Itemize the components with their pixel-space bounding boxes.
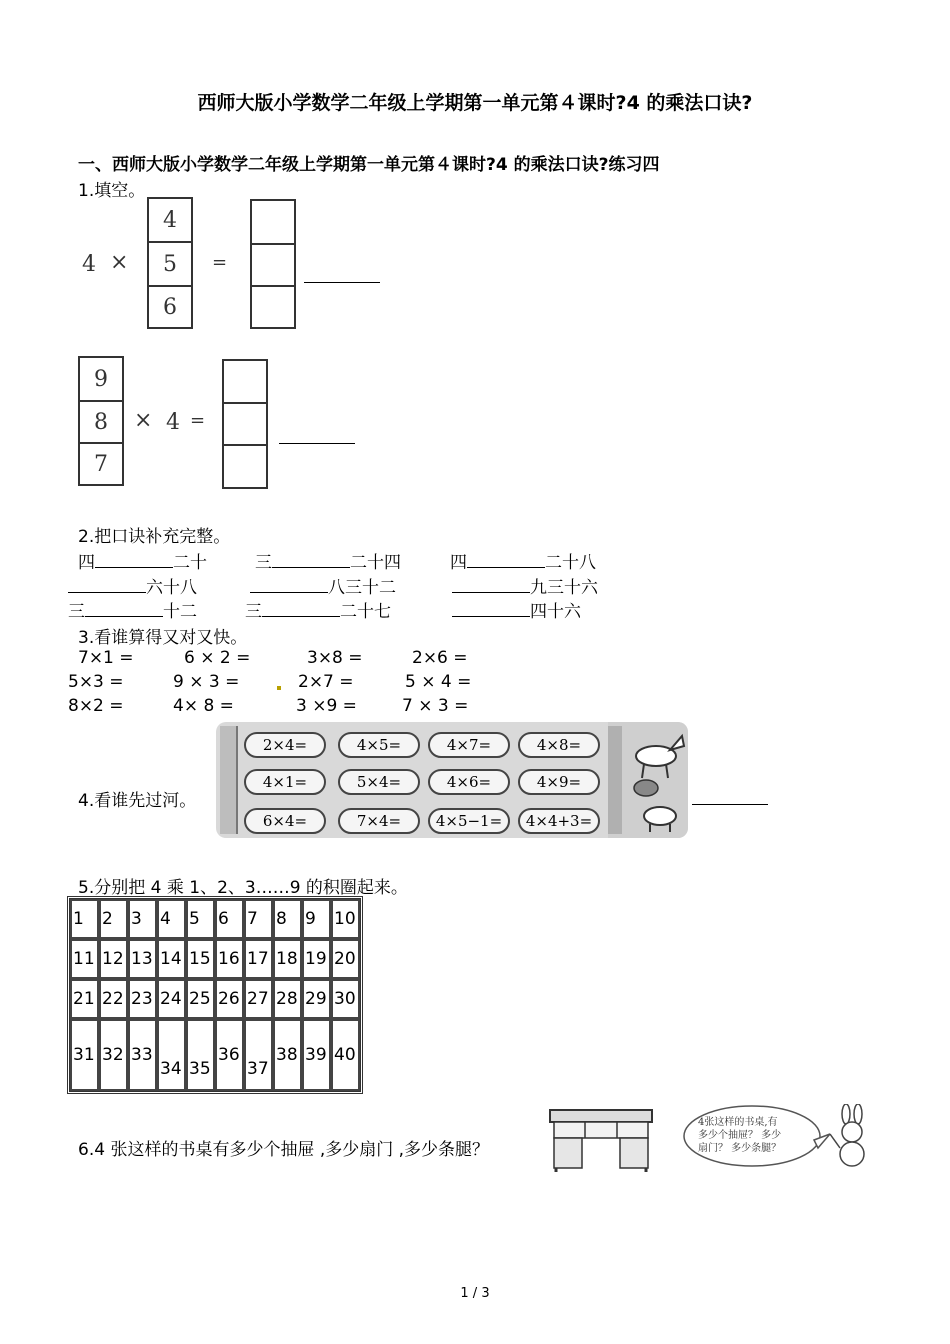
rhyme-item[interactable]: 四 二十八 [450,553,596,573]
calc-item: 9 × 3 = [173,672,240,692]
number-grid [67,896,363,1094]
eq1-column-cell: 4 [147,197,193,243]
river-stone[interactable]: 6×4= [244,808,326,834]
calc-item: 7×1 = [78,648,134,668]
rhyme-item[interactable]: 三 十二 [68,602,197,622]
grid-cell[interactable]: 32 [99,1019,128,1091]
grid-cell[interactable]: 35 [186,1019,215,1091]
grid-cell[interactable]: 23 [128,979,157,1019]
calc-item: 6 × 2 = [184,648,251,668]
eq1-multiplier: 4 [82,252,96,277]
calc-item: 2×6 = [412,648,468,668]
eq2-answer-box[interactable] [222,359,268,404]
river-stone[interactable]: 4×9= [518,769,600,795]
grid-cell[interactable]: 8 [273,899,302,939]
eq1-answer-box[interactable] [250,285,296,329]
eq2-answer-box[interactable] [222,444,268,489]
grid-cell[interactable]: 22 [99,979,128,1019]
grid-cell[interactable]: 26 [215,979,244,1019]
grid-cell[interactable]: 2 [99,899,128,939]
grid-cell[interactable]: 3 [128,899,157,939]
grid-cell[interactable]: 20 [331,939,360,979]
grid-cell[interactable]: 5 [186,899,215,939]
grid-cell[interactable]: 13 [128,939,157,979]
rhyme-item[interactable]: 三 二十四 [255,553,401,573]
grid-cell[interactable]: 19 [302,939,331,979]
eq1-times-sign: × [110,250,129,275]
river-stone[interactable]: 4×4+3= [518,808,600,834]
grid-cell[interactable]: 25 [186,979,215,1019]
rabbit-icon [828,1104,880,1168]
river-stone[interactable]: 2×4= [244,732,326,758]
grid-cell[interactable]: 18 [273,939,302,979]
grid-cell[interactable]: 28 [273,979,302,1019]
calc-item: 5 × 4 = [405,672,472,692]
q3-label: 3.看谁算得又对又快。 [78,628,248,648]
river-stone[interactable]: 5×4= [338,769,420,795]
section-heading: 一、西师大版小学数学二年级上学期第一单元第４课时?4 的乘法口诀?练习四 [78,155,660,175]
grid-cell[interactable]: 31 [70,1019,99,1091]
bubble-line: 4张这样的书桌,有 [698,1117,778,1128]
grid-cell[interactable]: 38 [273,1019,302,1091]
grid-cell[interactable]: 37 [244,1019,273,1091]
eq1-answer-box[interactable] [250,199,296,245]
river-stone[interactable]: 4×6= [428,769,510,795]
tree-trunk [220,726,238,834]
eq2-equals-sign: = [190,410,206,431]
rhyme-item[interactable]: 四 二十 [78,553,207,573]
eq2-answer-line[interactable] [279,443,355,444]
grid-cell[interactable]: 1 [70,899,99,939]
river-stone[interactable]: 4×5−1= [428,808,510,834]
grid-cell[interactable]: 30 [331,979,360,1019]
grid-cell[interactable]: 36 [215,1019,244,1091]
rhyme-item[interactable]: 八三十二 [250,573,396,598]
grid-cell[interactable]: 15 [186,939,215,979]
grid-cell[interactable]: 4 [157,899,186,939]
grid-cell[interactable]: 6 [215,899,244,939]
eq1-answer-line[interactable] [304,282,380,283]
grid-cell[interactable]: 17 [244,939,273,979]
grid-cell[interactable]: 27 [244,979,273,1019]
q6-label: 6.4 张这样的书桌有多少个抽屉 ,多少扇门 ,多少条腿？ [78,1140,490,1160]
bubble-line: 多少个抽屉？ 多少 [698,1130,782,1141]
eq2-answer-box[interactable] [222,402,268,446]
speech-bubble-text [698,1116,781,1155]
grid-cell[interactable]: 16 [215,939,244,979]
rhyme-item[interactable]: 四十六 [452,597,581,622]
grid-cell[interactable]: 34 [157,1019,186,1091]
calc-item: 7 × 3 = [402,696,469,716]
q5-label: 5.分别把 4 乘 1、2、3……9 的积圈起来。 [78,878,408,898]
calc-item: 8×2 = [68,696,124,716]
calc-item: 3 ×9 = [296,696,357,716]
calc-item: 5×3 = [68,672,124,692]
rhyme-item[interactable]: 六十八 [68,573,197,598]
river-stone[interactable]: 7×4= [338,808,420,834]
grid-cell[interactable]: 9 [302,899,331,939]
rhyme-item[interactable]: 九三十六 [452,573,598,598]
grid-cell[interactable]: 12 [99,939,128,979]
eq1-column-cell: 5 [147,241,193,287]
q2-label: 2.把口诀补充完整。 [78,527,231,547]
desk-icon [548,1106,654,1174]
q1-label: 1.填空。 [78,181,146,201]
eq1-equals-sign: = [212,252,228,273]
grid-cell[interactable]: 7 [244,899,273,939]
river-stone[interactable]: 4×5= [338,732,420,758]
grid-cell[interactable]: 40 [331,1019,360,1091]
grid-cell[interactable]: 11 [70,939,99,979]
grid-cell[interactable]: 29 [302,979,331,1019]
bubble-line: 扇门？ 多少条腿？ [698,1143,782,1154]
eq2-multiplier: 4 [166,410,180,435]
page-number: 1 / 3 [460,1286,490,1301]
q4-answer-line[interactable] [692,804,768,805]
calc-item: 2×7 = [298,672,354,692]
page-title: 西师大版小学数学二年级上学期第一单元第４课时?4 的乘法口诀? [197,92,753,114]
eq1-column-cell: 6 [147,285,193,329]
river-illustration [216,722,688,838]
eq2-column-cell: 9 [78,356,124,402]
river-stone[interactable]: 4×1= [244,769,326,795]
eq1-answer-box[interactable] [250,243,296,287]
grid-cell[interactable]: 14 [157,939,186,979]
q4-label: 4.看谁先过河。 [78,791,197,811]
eq2-column-cell: 7 [78,442,124,486]
grid-cell[interactable]: 33 [128,1019,157,1091]
river-stone[interactable]: 4×7= [428,732,510,758]
stray-dot [277,686,281,690]
grid-cell[interactable]: 10 [331,899,360,939]
animals-icon [620,728,686,834]
eq2-column-cell: 8 [78,400,124,444]
grid-cell[interactable]: 39 [302,1019,331,1091]
calc-item: 4× 8 = [173,696,234,716]
eq2-times-sign: × [134,408,153,433]
river-stone[interactable]: 4×8= [518,732,600,758]
grid-cell[interactable]: 24 [157,979,186,1019]
rhyme-item[interactable]: 三 二十七 [245,602,391,622]
calc-item: 3×8 = [307,648,363,668]
grid-cell[interactable]: 21 [70,979,99,1019]
